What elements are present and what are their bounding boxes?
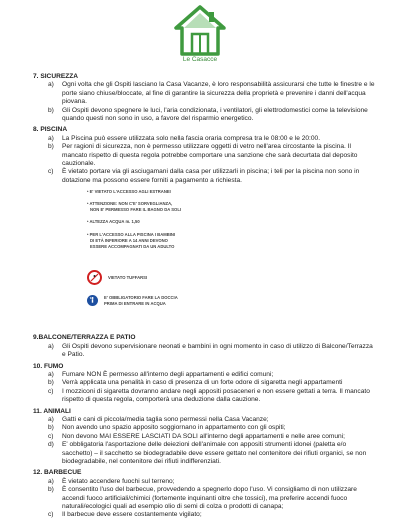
item-label: d) xyxy=(48,441,54,449)
pool-sign-line: • ALTEZZA ACQUA m. 1,50 xyxy=(87,219,140,225)
shower-sign: E' OBBLIGATORIO FARE LA DOCCIA PRIMA DI ENTRARE IN ACQUA xyxy=(87,295,178,306)
item-text: È consentito l'uso del barbecue, provvedendo a spegnerlo dopo l'uso. Vi consigliamo di non utilizzare accendi fuoco artificiali/chimici (fortemente inquinanti oltre che tossici), ma preferire accendi fuoco naturali/ecologici quali ad esempio olio di semi di colza o prodotti di canapa; xyxy=(62,486,357,510)
no-diving-sign: VIETATO TUFFARSI xyxy=(87,270,147,285)
item-text: Non devono MAI ESSERE LASCIATI DA SOLI all'interno degli appartamenti e nelle aree comuni; xyxy=(62,432,345,440)
item-label: c) xyxy=(48,387,54,395)
section-title-animali: 11. ANIMALI xyxy=(33,407,71,415)
list-item xyxy=(33,343,378,360)
item-label: c) xyxy=(48,432,54,440)
item-label: b) xyxy=(48,486,54,494)
item-text: Gli Ospiti devono supervisionare neonati e bambini in ogni momento in caso di utilizzo di Balcone/Terrazza e Patio. xyxy=(62,342,373,359)
item-label: c) xyxy=(48,511,54,519)
no-diving-icon xyxy=(87,270,102,285)
section-title-balcone: 9.BALCONE/TERRAZZA E PATIO xyxy=(33,334,136,342)
pool-sign-line: • PER L'ACCESSO ALLA PISCINA I BAMBINI xyxy=(87,232,176,238)
section-title-sicurezza: 7. SICUREZZA xyxy=(33,73,79,80)
list-item xyxy=(33,143,378,168)
item-label: b) xyxy=(48,379,54,387)
list-item xyxy=(33,168,378,185)
item-label: a) xyxy=(48,134,54,142)
item-label: a) xyxy=(48,370,54,378)
pool-rules-signs xyxy=(87,187,378,331)
list-item xyxy=(33,81,378,106)
item-label: a) xyxy=(48,415,54,423)
pool-sign-line: • E' VIETATO L'ACCESSO AGLI ESTRANEI xyxy=(87,189,171,195)
list-item xyxy=(33,416,378,424)
item-text: Fumare NON È permesso all'interno degli appartamenti e edifici comuni; xyxy=(62,370,274,378)
item-text: Non avendo uno spazio apposito soggiornano in appartamento con gli ospiti; xyxy=(62,424,286,432)
house-logo-icon xyxy=(168,4,232,58)
list-item xyxy=(33,486,378,511)
list-item xyxy=(33,379,378,387)
item-text: Gatti e cani di piccola/media taglia sono permessi nella Casa Vacanze; xyxy=(62,415,269,423)
section-title-barbecue: 12. BARBECUE xyxy=(33,469,82,477)
list-item xyxy=(33,135,378,143)
rules-document xyxy=(33,73,378,520)
item-label: b) xyxy=(48,143,54,151)
item-text: È vietato portare via gli asciugamani dalla casa per utilizzarli in piscina; i teli per la piscina non sono in dotazione ma possono essere forniti a pagamento a richiesta. xyxy=(62,168,360,184)
item-label: a) xyxy=(48,477,54,485)
list-item xyxy=(33,388,378,405)
item-text: Per ragioni di sicurezza, non è permesso utilizzare oggetti di vetro nell'area circostante la piscina. Il mancato rispetto di questa regola potrebbe comportare una sanzione che sarà decurtata dal deposito cauzionale. xyxy=(62,143,358,168)
logo-text: Le Casacce xyxy=(182,56,218,63)
pool-sign-line: DI ETÀ INFERIORE A 14 ANNI DEVONO xyxy=(90,238,168,244)
list-item xyxy=(33,433,378,441)
item-label: a) xyxy=(48,81,54,89)
list-item xyxy=(33,478,378,486)
item-text: Verrà applicata una penalità in caso di presenza di un forte odore di sigaretta negli appartamenti xyxy=(62,379,343,387)
item-label: c) xyxy=(48,168,54,176)
shower-icon xyxy=(87,295,98,306)
list-item xyxy=(33,511,378,519)
section-title-piscina: 8. PISCINA xyxy=(33,126,68,134)
list-item xyxy=(33,441,378,466)
item-label: b) xyxy=(48,424,54,432)
pool-sign-line: • ATTENZIONE: NON C'E' SORVEGLIANZA, xyxy=(87,201,173,207)
section-title-fumo: 10. FUMO xyxy=(33,362,64,370)
item-text: E' obbligatoria l'asportazione delle deiezioni dell'animale con appositi strumenti idonei (paletta e/o sacchetto) – il sacchetto se biodegradabile deve essere gettato nel contenitore dei rifiuti organici, se non biodegradabile, nel contenitore dei rifiuti indifferenziati. xyxy=(62,441,367,465)
pool-sign-line: NON E' PERMESSO FARE IL BAGNO DA SOLI xyxy=(90,207,182,213)
item-text: Il barbecue deve essere costantemente vigilato; xyxy=(62,511,202,519)
item-label: b) xyxy=(48,106,54,114)
item-text: Gli Ospiti devono spegnere le luci, l'aria condizionata, i ventilatori, gli elettrodomestici come la televisione quando questi non sono in uso, a favore del risparmio energetico. xyxy=(62,106,368,123)
pool-sign-line: ESSERE ACCOMPAGNATI DA UN ADULTO xyxy=(90,244,175,250)
list-item xyxy=(33,107,378,124)
list-item xyxy=(33,371,378,379)
logo xyxy=(168,4,232,66)
item-label: a) xyxy=(48,342,54,350)
item-text: È vietato accendere fuochi sul terreno; xyxy=(62,477,175,485)
item-text: I mozziconi di sigaretta dovranno andare negli appositi posaceneri e non essere gettati a terra. Il mancato rispetto di questa regola, comporterà una deduzione dalla cauzione. xyxy=(62,387,370,404)
item-text: La Piscina può essere utilizzata solo nella fascia oraria compresa tra le 08:00 e le 20:00. xyxy=(62,134,321,142)
item-text: Ogni volta che gli Ospiti lasciano la Casa Vacanze, è loro responsabilità assicurarsi che tutte le finestre e le porte siano chiuse/bloccate, al fine di garantire la sicurezza della proprietà e prevenire i danni dell'acqua piovana. xyxy=(62,81,375,106)
list-item xyxy=(33,424,378,432)
